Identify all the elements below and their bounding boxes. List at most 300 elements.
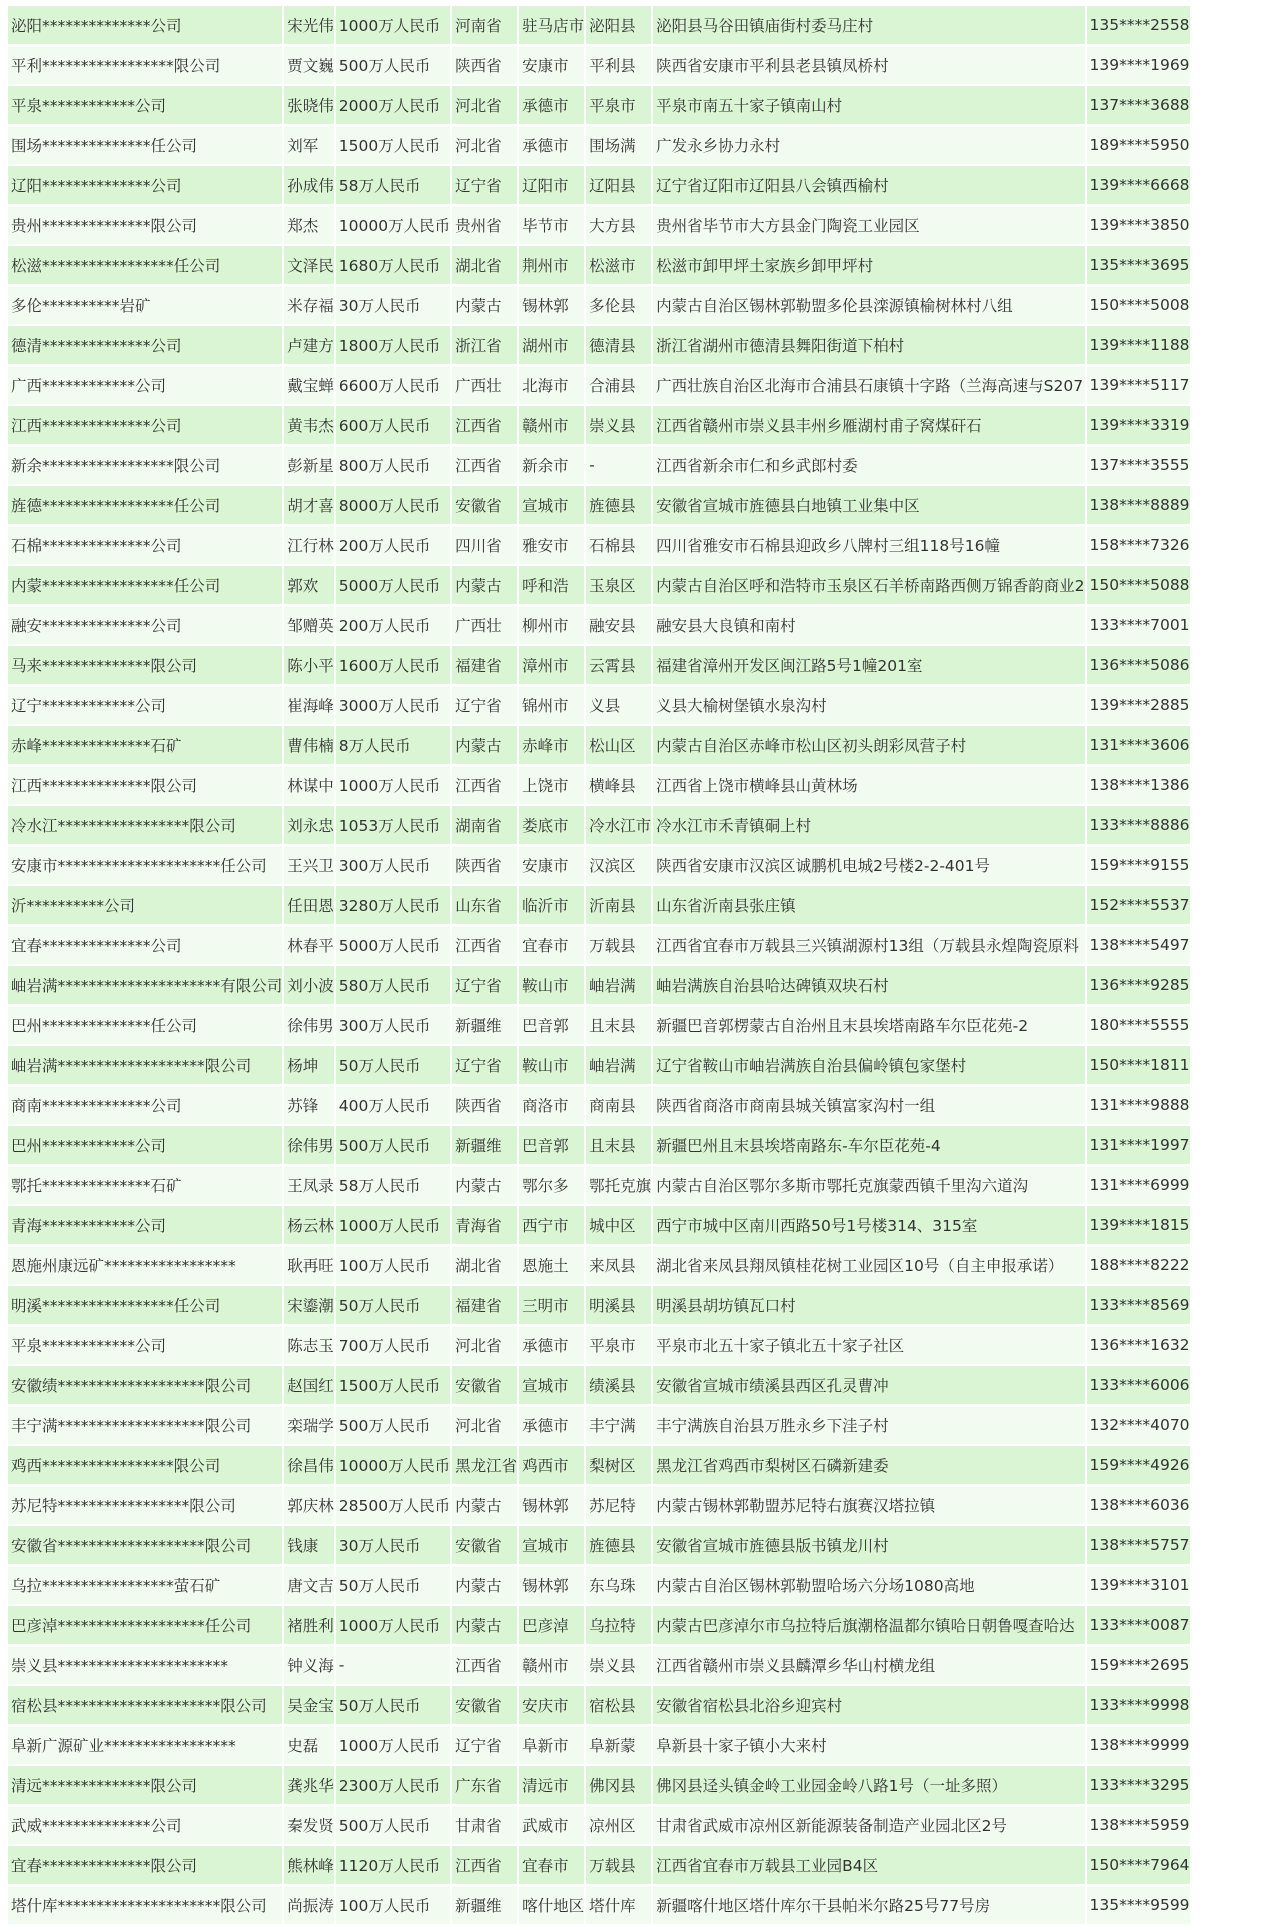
- phone-cell: 135****9599: [1087, 1886, 1190, 1924]
- table-row: [8, 646, 1190, 684]
- table-row: [8, 766, 1190, 804]
- district-cell: 汉滨区: [586, 846, 651, 884]
- province-cell: 贵州省: [452, 206, 517, 244]
- legal-rep-cell: 胡才喜: [284, 486, 334, 524]
- table-row: [8, 286, 1190, 324]
- province-cell: 江西省: [452, 926, 517, 964]
- legal-rep-cell: 曹伟楠: [284, 726, 334, 764]
- company-name-cell: 平利*****************限公司: [8, 46, 282, 84]
- table-row: [8, 1166, 1190, 1204]
- district-cell: 商南县: [586, 1086, 651, 1124]
- phone-cell: 137****3688: [1087, 86, 1190, 124]
- legal-rep-cell: 钱康: [284, 1526, 334, 1564]
- province-cell: 河北省: [452, 126, 517, 164]
- company-name-cell: 新余*****************限公司: [8, 446, 282, 484]
- address-cell: 江西省新余市仁和乡武郎村委: [653, 446, 1084, 484]
- address-cell: 松滋市卸甲坪土家族乡卸甲坪村: [653, 246, 1084, 284]
- registered-capital-cell: 30万人民币: [336, 286, 450, 324]
- phone-cell: 131****3606: [1087, 726, 1190, 764]
- phone-cell: 139****3101: [1087, 1566, 1190, 1604]
- district-cell: 合浦县: [586, 366, 651, 404]
- legal-rep-cell: 耿再旺: [284, 1246, 334, 1284]
- legal-rep-cell: 杨云林: [284, 1206, 334, 1244]
- table-row: [8, 1566, 1190, 1604]
- city-cell: 承德市: [519, 1326, 584, 1364]
- registered-capital-cell: 700万人民币: [336, 1326, 450, 1364]
- registered-capital-cell: 1000万人民币: [336, 1606, 450, 1644]
- province-cell: 青海省: [452, 1206, 517, 1244]
- province-cell: 湖南省: [452, 806, 517, 844]
- address-cell: 融安县大良镇和南村: [653, 606, 1084, 644]
- city-cell: 宜春市: [519, 1846, 584, 1884]
- phone-cell: 150****1811: [1087, 1046, 1190, 1084]
- legal-rep-cell: 卢建方: [284, 326, 334, 364]
- phone-cell: 159****2695: [1087, 1646, 1190, 1684]
- registered-capital-cell: 200万人民币: [336, 606, 450, 644]
- registered-capital-cell: 6600万人民币: [336, 366, 450, 404]
- phone-cell: 139****5117: [1087, 366, 1190, 404]
- legal-rep-cell: 徐伟男: [284, 1006, 334, 1044]
- province-cell: 内蒙古: [452, 566, 517, 604]
- company-name-cell: 平泉************公司: [8, 1326, 282, 1364]
- phone-cell: 139****3850: [1087, 206, 1190, 244]
- city-cell: 宣城市: [519, 1366, 584, 1404]
- registered-capital-cell: 580万人民币: [336, 966, 450, 1004]
- table-row: [8, 1246, 1190, 1284]
- table-row: [8, 1046, 1190, 1084]
- district-cell: 万载县: [586, 1846, 651, 1884]
- company-name-cell: 阜新广源矿业*****************: [8, 1726, 282, 1764]
- address-cell: 义县大榆树堡镇水泉沟村: [653, 686, 1084, 724]
- table-row: [8, 326, 1190, 364]
- company-name-cell: 沂**********公司: [8, 886, 282, 924]
- district-cell: 松山区: [586, 726, 651, 764]
- legal-rep-cell: 宋光伟: [284, 6, 334, 44]
- district-cell: 横峰县: [586, 766, 651, 804]
- table-row: [8, 1206, 1190, 1244]
- phone-cell: 131****9888: [1087, 1086, 1190, 1124]
- city-cell: 三明市: [519, 1286, 584, 1324]
- city-cell: 武威市: [519, 1806, 584, 1844]
- company-name-cell: 宜春**************公司: [8, 926, 282, 964]
- company-name-cell: 恩施州康远矿*****************: [8, 1246, 282, 1284]
- city-cell: 临沂市: [519, 886, 584, 924]
- district-cell: 岫岩满: [586, 1046, 651, 1084]
- company-name-cell: 塔什库*********************限公司: [8, 1886, 282, 1924]
- district-cell: 岫岩满: [586, 966, 651, 1004]
- legal-rep-cell: 宋鎏潮: [284, 1286, 334, 1324]
- legal-rep-cell: 苏锋: [284, 1086, 334, 1124]
- district-cell: 多伦县: [586, 286, 651, 324]
- city-cell: 宜春市: [519, 926, 584, 964]
- legal-rep-cell: 林谋中: [284, 766, 334, 804]
- registered-capital-cell: 100万人民币: [336, 1886, 450, 1924]
- city-cell: 安康市: [519, 846, 584, 884]
- address-cell: 江西省宜春市万载县工业园B4区: [653, 1846, 1084, 1884]
- company-name-cell: 泌阳**************公司: [8, 6, 282, 44]
- legal-rep-cell: 陈小平: [284, 646, 334, 684]
- company-name-cell: 岫岩满*********************有限公司: [8, 966, 282, 1004]
- province-cell: 黑龙江省: [452, 1446, 517, 1484]
- address-cell: 丰宁满族自治县万胜永乡下洼子村: [653, 1406, 1084, 1444]
- table-row: [8, 6, 1190, 44]
- district-cell: 松滋市: [586, 246, 651, 284]
- legal-rep-cell: 江行林: [284, 526, 334, 564]
- table-row: [8, 126, 1190, 164]
- province-cell: 福建省: [452, 1286, 517, 1324]
- company-name-cell: 鄂托**************石矿: [8, 1166, 282, 1204]
- legal-rep-cell: 邹赠英: [284, 606, 334, 644]
- table-row: [8, 46, 1190, 84]
- phone-cell: 136****1632: [1087, 1326, 1190, 1364]
- city-cell: 巴音郭: [519, 1126, 584, 1164]
- company-name-cell: 崇义县**********************: [8, 1646, 282, 1684]
- city-cell: 鞍山市: [519, 1046, 584, 1084]
- table-row: [8, 1606, 1190, 1644]
- city-cell: 新余市: [519, 446, 584, 484]
- registered-capital-cell: 50万人民币: [336, 1286, 450, 1324]
- registered-capital-cell: 50万人民币: [336, 1046, 450, 1084]
- legal-rep-cell: 孙成伟: [284, 166, 334, 204]
- district-cell: 塔什库: [586, 1886, 651, 1924]
- registered-capital-cell: 2300万人民币: [336, 1766, 450, 1804]
- legal-rep-cell: 彭新星: [284, 446, 334, 484]
- district-cell: 凉州区: [586, 1806, 651, 1844]
- table-body: [8, 6, 1190, 1924]
- legal-rep-cell: 贾文巍: [284, 46, 334, 84]
- city-cell: 辽阳市: [519, 166, 584, 204]
- province-cell: 内蒙古: [452, 1486, 517, 1524]
- address-cell: 明溪县胡坊镇瓦口村: [653, 1286, 1084, 1324]
- company-name-cell: 巴彦淖*******************任公司: [8, 1606, 282, 1644]
- phone-cell: 138****5959: [1087, 1806, 1190, 1844]
- province-cell: 内蒙古: [452, 1566, 517, 1604]
- district-cell: 城中区: [586, 1206, 651, 1244]
- company-name-cell: 围场**************任公司: [8, 126, 282, 164]
- address-cell: 陕西省商洛市商南县城关镇富家沟村一组: [653, 1086, 1084, 1124]
- province-cell: 内蒙古: [452, 1606, 517, 1644]
- table-row: [8, 246, 1190, 284]
- phone-cell: 133****8886: [1087, 806, 1190, 844]
- company-name-cell: 松滋*****************任公司: [8, 246, 282, 284]
- phone-cell: 133****7001: [1087, 606, 1190, 644]
- city-cell: 喀什地区: [519, 1886, 584, 1924]
- phone-cell: 139****6668: [1087, 166, 1190, 204]
- address-cell: 甘肃省武威市凉州区新能源装备制造产业园北区2号: [653, 1806, 1084, 1844]
- table-row: [8, 1726, 1190, 1764]
- table-row: [8, 446, 1190, 484]
- district-cell: 东乌珠: [586, 1566, 651, 1604]
- province-cell: 安徽省: [452, 1366, 517, 1404]
- city-cell: 清远市: [519, 1766, 584, 1804]
- address-cell: 阜新县十家子镇小大来村: [653, 1726, 1084, 1764]
- registered-capital-cell: 50万人民币: [336, 1686, 450, 1724]
- district-cell: 义县: [586, 686, 651, 724]
- table-row: [8, 1006, 1190, 1044]
- phone-cell: 139****1815: [1087, 1206, 1190, 1244]
- phone-cell: 135****2558: [1087, 6, 1190, 44]
- registered-capital-cell: 1800万人民币: [336, 326, 450, 364]
- registered-capital-cell: 1120万人民币: [336, 1846, 450, 1884]
- address-cell: 广发永乡协力永村: [653, 126, 1084, 164]
- legal-rep-cell: 张晓伟: [284, 86, 334, 124]
- phone-cell: 188****8222: [1087, 1246, 1190, 1284]
- table-row: [8, 166, 1190, 204]
- registered-capital-cell: 1000万人民币: [336, 1206, 450, 1244]
- table-row: [8, 1326, 1190, 1364]
- phone-cell: 139****1969: [1087, 46, 1190, 84]
- phone-cell: 189****5950: [1087, 126, 1190, 164]
- registered-capital-cell: 1000万人民币: [336, 766, 450, 804]
- legal-rep-cell: 王凤录: [284, 1166, 334, 1204]
- company-name-cell: 安康市*********************任公司: [8, 846, 282, 884]
- legal-rep-cell: 史磊: [284, 1726, 334, 1764]
- legal-rep-cell: 杨坤: [284, 1046, 334, 1084]
- city-cell: 毕节市: [519, 206, 584, 244]
- registered-capital-cell: 1500万人民币: [336, 126, 450, 164]
- table-row: [8, 686, 1190, 724]
- address-cell: 内蒙古自治区呼和浩特市玉泉区石羊桥南路西侧万锦香韵商业2: [653, 566, 1084, 604]
- phone-cell: 150****5088: [1087, 566, 1190, 604]
- address-cell: 佛冈县迳头镇金岭工业园金岭八路1号（一址多照）: [653, 1766, 1084, 1804]
- district-cell: 鄂托克旗: [586, 1166, 651, 1204]
- province-cell: 陕西省: [452, 46, 517, 84]
- city-cell: 宣城市: [519, 1526, 584, 1564]
- province-cell: 江西省: [452, 1646, 517, 1684]
- company-name-cell: 乌拉*****************萤石矿: [8, 1566, 282, 1604]
- table-row: [8, 966, 1190, 1004]
- company-name-cell: 德清**************公司: [8, 326, 282, 364]
- city-cell: 赣州市: [519, 406, 584, 444]
- legal-rep-cell: 文泽民: [284, 246, 334, 284]
- table-row: [8, 1446, 1190, 1484]
- company-name-cell: 内蒙*****************任公司: [8, 566, 282, 604]
- province-cell: 新疆维: [452, 1006, 517, 1044]
- company-name-cell: 宿松县*********************限公司: [8, 1686, 282, 1724]
- address-cell: 浙江省湖州市德清县舞阳街道下柏村: [653, 326, 1084, 364]
- city-cell: 宣城市: [519, 486, 584, 524]
- registered-capital-cell: 10000万人民币: [336, 1446, 450, 1484]
- address-cell: 江西省上饶市横峰县山黄林场: [653, 766, 1084, 804]
- registered-capital-cell: 300万人民币: [336, 846, 450, 884]
- province-cell: 安徽省: [452, 1686, 517, 1724]
- province-cell: 辽宁省: [452, 1726, 517, 1764]
- city-cell: 北海市: [519, 366, 584, 404]
- address-cell: 湖北省来凤县翔凤镇桂花树工业园区10号（自主申报承诺）: [653, 1246, 1084, 1284]
- table-row: [8, 806, 1190, 844]
- address-cell: 新疆巴州且末县埃塔南路东-车尔臣花苑-4: [653, 1126, 1084, 1164]
- table-row: [8, 886, 1190, 924]
- address-cell: 平泉市北五十家子镇北五十家子社区: [653, 1326, 1084, 1364]
- company-name-cell: 赤峰**************石矿: [8, 726, 282, 764]
- province-cell: 辽宁省: [452, 686, 517, 724]
- district-cell: 围场满: [586, 126, 651, 164]
- phone-cell: 138****1386: [1087, 766, 1190, 804]
- phone-cell: 131****1997: [1087, 1126, 1190, 1164]
- company-name-cell: 武威**************公司: [8, 1806, 282, 1844]
- address-cell: 江西省宜春市万载县三兴镇湖源村13组（万载县永煌陶瓷原料: [653, 926, 1084, 964]
- city-cell: 安庆市: [519, 1686, 584, 1724]
- address-cell: 内蒙古锡林郭勒盟苏尼特右旗赛汉塔拉镇: [653, 1486, 1084, 1524]
- city-cell: 安康市: [519, 46, 584, 84]
- city-cell: 锡林郭: [519, 1486, 584, 1524]
- province-cell: 内蒙古: [452, 726, 517, 764]
- phone-cell: 132****4070: [1087, 1406, 1190, 1444]
- address-cell: 内蒙古自治区赤峰市松山区初头朗彩凤营子村: [653, 726, 1084, 764]
- district-cell: 玉泉区: [586, 566, 651, 604]
- registered-capital-cell: -: [336, 1646, 450, 1684]
- table-row: [8, 206, 1190, 244]
- address-cell: 内蒙古巴彦淖尔市乌拉特后旗潮格温都尔镇哈日朝鲁嘎查哈达: [653, 1606, 1084, 1644]
- city-cell: 湖州市: [519, 326, 584, 364]
- company-name-cell: 明溪*****************任公司: [8, 1286, 282, 1324]
- registered-capital-cell: 1000万人民币: [336, 1726, 450, 1764]
- legal-rep-cell: 米存福: [284, 286, 334, 324]
- legal-rep-cell: 龚兆华: [284, 1766, 334, 1804]
- district-cell: 明溪县: [586, 1286, 651, 1324]
- company-name-cell: 平泉************公司: [8, 86, 282, 124]
- table-row: [8, 1886, 1190, 1924]
- company-name-cell: 旌德*****************任公司: [8, 486, 282, 524]
- registered-capital-cell: 10000万人民币: [336, 206, 450, 244]
- province-cell: 内蒙古: [452, 286, 517, 324]
- city-cell: 赣州市: [519, 1646, 584, 1684]
- company-name-cell: 清远**************限公司: [8, 1766, 282, 1804]
- table-row: [8, 606, 1190, 644]
- registered-capital-cell: 58万人民币: [336, 166, 450, 204]
- city-cell: 呼和浩: [519, 566, 584, 604]
- legal-rep-cell: 郑杰: [284, 206, 334, 244]
- registered-capital-cell: 1600万人民币: [336, 646, 450, 684]
- district-cell: -: [586, 446, 651, 484]
- city-cell: 赤峰市: [519, 726, 584, 764]
- legal-rep-cell: 戴宝蝉: [284, 366, 334, 404]
- district-cell: 且末县: [586, 1006, 651, 1044]
- table-row: [8, 926, 1190, 964]
- registered-capital-cell: 2000万人民币: [336, 86, 450, 124]
- company-name-cell: 巴州************公司: [8, 1126, 282, 1164]
- company-name-cell: 辽宁************公司: [8, 686, 282, 724]
- phone-cell: 137****3555: [1087, 446, 1190, 484]
- city-cell: 上饶市: [519, 766, 584, 804]
- registered-capital-cell: 8000万人民币: [336, 486, 450, 524]
- city-cell: 阜新市: [519, 1726, 584, 1764]
- city-cell: 漳州市: [519, 646, 584, 684]
- address-cell: 安徽省宣城市绩溪县西区孔灵曹冲: [653, 1366, 1084, 1404]
- company-table-container: [6, 4, 1192, 1926]
- company-name-cell: 石棉**************公司: [8, 526, 282, 564]
- table-row: [8, 1366, 1190, 1404]
- phone-cell: 138****6036: [1087, 1486, 1190, 1524]
- legal-rep-cell: 崔海峰: [284, 686, 334, 724]
- company-name-cell: 巴州**************任公司: [8, 1006, 282, 1044]
- legal-rep-cell: 陈志玉: [284, 1326, 334, 1364]
- address-cell: 贵州省毕节市大方县金门陶瓷工业园区: [653, 206, 1084, 244]
- province-cell: 福建省: [452, 646, 517, 684]
- district-cell: 万载县: [586, 926, 651, 964]
- registered-capital-cell: 200万人民币: [336, 526, 450, 564]
- phone-cell: 139****2885: [1087, 686, 1190, 724]
- legal-rep-cell: 尚振涛: [284, 1886, 334, 1924]
- phone-cell: 152****5537: [1087, 886, 1190, 924]
- company-table: [6, 4, 1192, 1926]
- city-cell: 锡林郭: [519, 286, 584, 324]
- address-cell: 新疆喀什地区塔什库尔干县帕米尔路25号77号房: [653, 1886, 1084, 1924]
- table-row: [8, 86, 1190, 124]
- legal-rep-cell: 林春平: [284, 926, 334, 964]
- company-name-cell: 马来**************限公司: [8, 646, 282, 684]
- company-name-cell: 江西**************限公司: [8, 766, 282, 804]
- district-cell: 旌德县: [586, 486, 651, 524]
- table-row: [8, 486, 1190, 524]
- address-cell: 西宁市城中区南川西路50号1号楼314、315室: [653, 1206, 1084, 1244]
- district-cell: 德清县: [586, 326, 651, 364]
- phone-cell: 133****3295: [1087, 1766, 1190, 1804]
- province-cell: 甘肃省: [452, 1806, 517, 1844]
- province-cell: 陕西省: [452, 846, 517, 884]
- address-cell: 新疆巴音郭楞蒙古自治州且末县埃塔南路车尔臣花苑-2: [653, 1006, 1084, 1044]
- phone-cell: 133****8569: [1087, 1286, 1190, 1324]
- district-cell: 阜新蒙: [586, 1726, 651, 1764]
- legal-rep-cell: 徐昌伟: [284, 1446, 334, 1484]
- city-cell: 承德市: [519, 126, 584, 164]
- table-row: [8, 1086, 1190, 1124]
- province-cell: 内蒙古: [452, 1166, 517, 1204]
- address-cell: 内蒙古自治区锡林郭勒盟多伦县滦源镇榆树林村八组: [653, 286, 1084, 324]
- district-cell: 绩溪县: [586, 1366, 651, 1404]
- district-cell: 崇义县: [586, 406, 651, 444]
- city-cell: 雅安市: [519, 526, 584, 564]
- province-cell: 辽宁省: [452, 966, 517, 1004]
- province-cell: 江西省: [452, 406, 517, 444]
- registered-capital-cell: 8万人民币: [336, 726, 450, 764]
- phone-cell: 136****9285: [1087, 966, 1190, 1004]
- phone-cell: 131****6999: [1087, 1166, 1190, 1204]
- district-cell: 云霄县: [586, 646, 651, 684]
- legal-rep-cell: 栾瑞学: [284, 1406, 334, 1444]
- province-cell: 湖北省: [452, 246, 517, 284]
- phone-cell: 138****5497: [1087, 926, 1190, 964]
- city-cell: 巴音郭: [519, 1006, 584, 1044]
- company-name-cell: 苏尼特*****************限公司: [8, 1486, 282, 1524]
- registered-capital-cell: 3280万人民币: [336, 886, 450, 924]
- province-cell: 湖北省: [452, 1246, 517, 1284]
- legal-rep-cell: 王兴卫: [284, 846, 334, 884]
- legal-rep-cell: 吴金宝: [284, 1686, 334, 1724]
- registered-capital-cell: 50万人民币: [336, 1566, 450, 1604]
- phone-cell: 150****5008: [1087, 286, 1190, 324]
- address-cell: 福建省漳州开发区闽江路5号1幢201室: [653, 646, 1084, 684]
- registered-capital-cell: 1000万人民币: [336, 6, 450, 44]
- district-cell: 且末县: [586, 1126, 651, 1164]
- registered-capital-cell: 1500万人民币: [336, 1366, 450, 1404]
- registered-capital-cell: 100万人民币: [336, 1246, 450, 1284]
- district-cell: 旌德县: [586, 1526, 651, 1564]
- company-name-cell: 青海************公司: [8, 1206, 282, 1244]
- address-cell: 广西壮族自治区北海市合浦县石康镇十字路（兰海高速与S207: [653, 366, 1084, 404]
- district-cell: 沂南县: [586, 886, 651, 924]
- address-cell: 辽宁省辽阳市辽阳县八会镇西榆村: [653, 166, 1084, 204]
- district-cell: 平泉市: [586, 1326, 651, 1364]
- city-cell: 巴彦淖: [519, 1606, 584, 1644]
- address-cell: 平泉市南五十家子镇南山村: [653, 86, 1084, 124]
- registered-capital-cell: 5000万人民币: [336, 926, 450, 964]
- district-cell: 平泉市: [586, 86, 651, 124]
- company-name-cell: 岫岩满*******************限公司: [8, 1046, 282, 1084]
- city-cell: 驻马店市: [519, 6, 584, 44]
- phone-cell: 159****9155: [1087, 846, 1190, 884]
- registered-capital-cell: 5000万人民币: [336, 566, 450, 604]
